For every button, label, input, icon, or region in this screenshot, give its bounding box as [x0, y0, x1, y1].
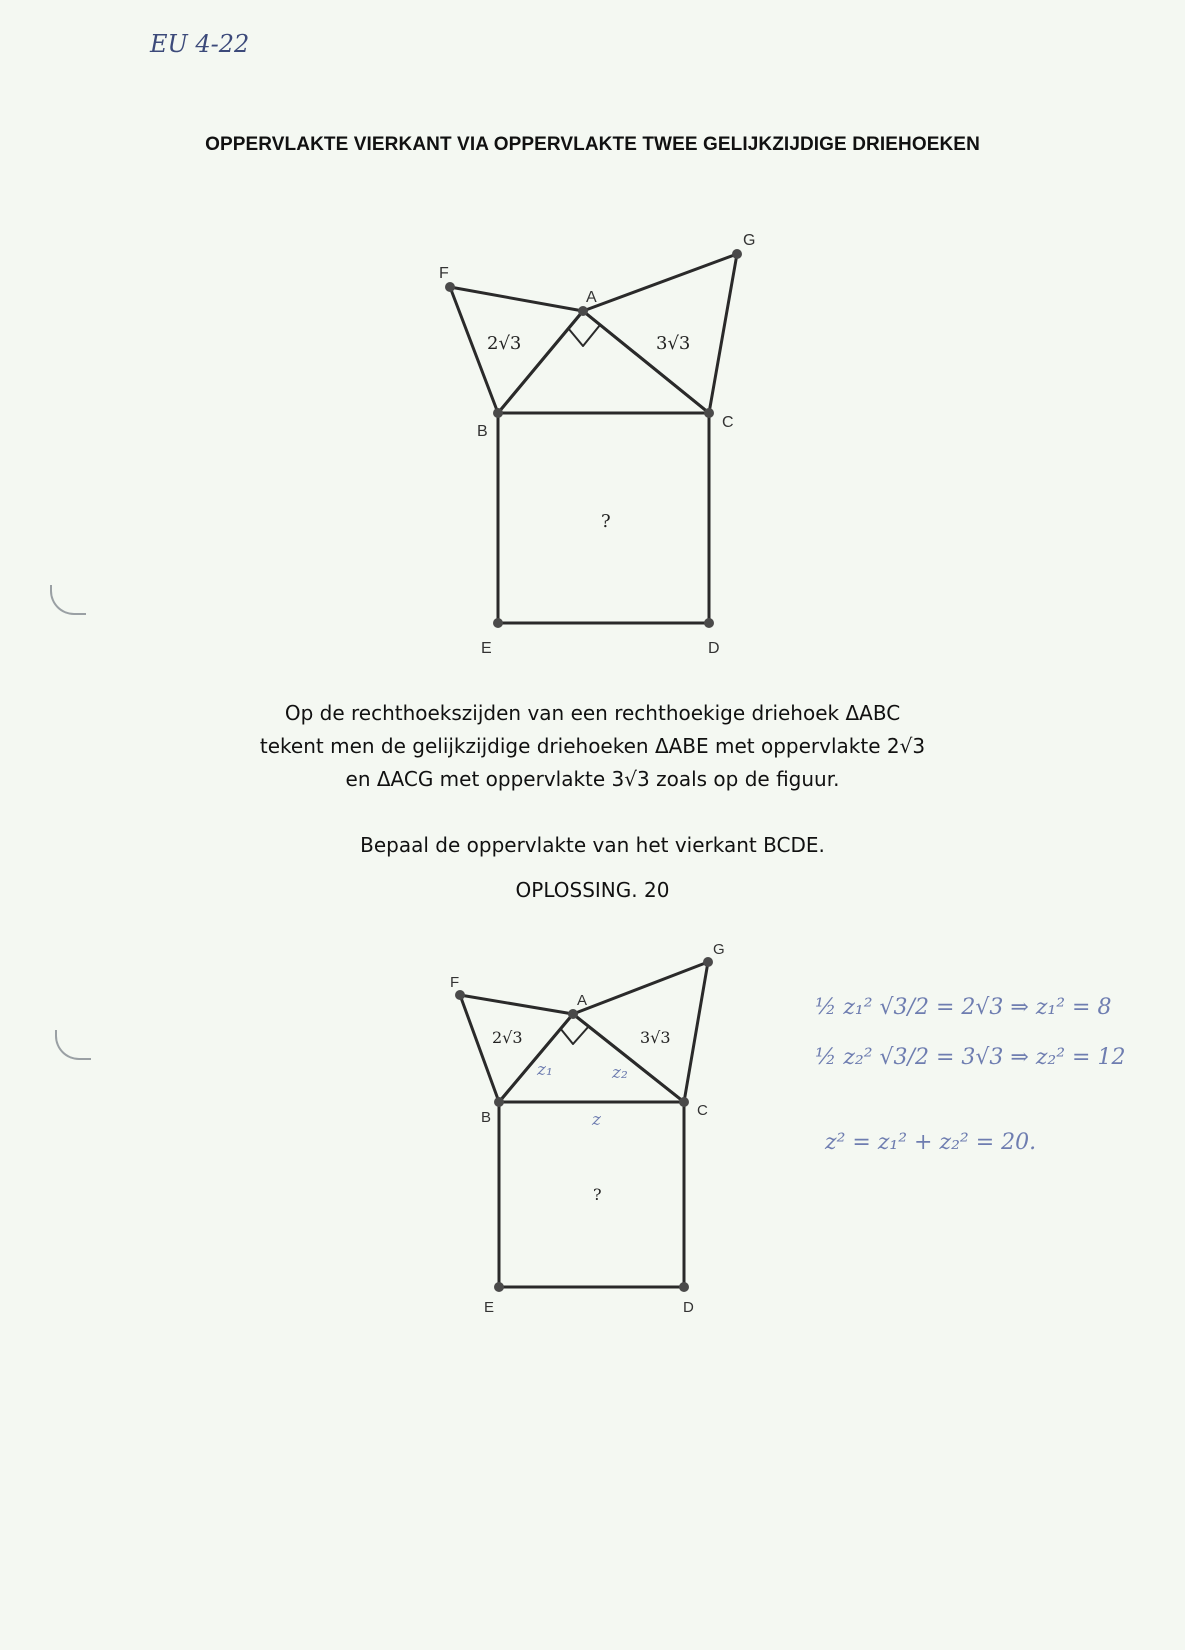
figure2-side-ab-label: z₁ — [537, 1060, 553, 1080]
figure2-area-left: 2√3 — [492, 1028, 523, 1047]
figure1-label-b: B — [477, 423, 488, 440]
figure2-label-a: A — [577, 992, 588, 1009]
figure-2 — [460, 962, 708, 1287]
figure1-point-b — [493, 408, 503, 418]
figure2-point-c — [679, 1097, 689, 1107]
figure1-area-left: 2√3 — [487, 333, 522, 354]
problem-line-1: Op de rechthoekszijden van een rechthoekige driehoek ΔABC — [284, 701, 901, 725]
figure1-point-c — [704, 408, 714, 418]
handwritten-equation-3: z² = z₁² + z₂² = 20. — [825, 1130, 1037, 1155]
figure2-point-e — [494, 1282, 504, 1292]
figure1-area-labels — [487, 333, 690, 532]
figure2-right-angle-mark — [560, 1026, 589, 1044]
question-text: Bepaal de oppervlakte van het vierkant BCDE. — [360, 833, 825, 857]
figure1-triangle-abc — [498, 311, 709, 413]
figure2-label-c: C — [697, 1102, 708, 1119]
figure1-area-right: 3√3 — [656, 333, 691, 354]
figure2-label-b: B — [481, 1109, 492, 1126]
figure1-point-e — [493, 618, 503, 628]
figure1-label-e: E — [481, 640, 492, 657]
problem-line-3: en ΔACG met oppervlakte 3√3 zoals op de figuur. — [345, 767, 840, 791]
figure2-side-bc-label: z — [592, 1110, 601, 1130]
handwritten-equation-2: ½ z₂² √3/2 = 3√3 ⇒ z₂² = 12 — [815, 1045, 1126, 1070]
figure1-right-angle-mark — [568, 325, 600, 346]
figure1-point-d — [704, 618, 714, 628]
figure1-point-f — [445, 282, 455, 292]
figure2-label-e: E — [484, 1299, 495, 1316]
figure1-label-g: G — [743, 232, 756, 249]
figure2-point-a — [568, 1009, 578, 1019]
figure-1 — [450, 254, 737, 623]
figure2-label-g: G — [713, 941, 725, 958]
problem-line-2: tekent men de gelijkzijdige driehoeken ΔABE met oppervlakte 2√3 — [259, 734, 926, 758]
page-title: OPPERVLAKTE VIERKANT VIA OPPERVLAKTE TWEE GELIJKZIJDIGE DRIEHOEKEN — [205, 134, 980, 155]
figure2-label-d: D — [683, 1299, 694, 1316]
figure1-label-d: D — [708, 640, 720, 657]
figure2-point-d — [679, 1282, 689, 1292]
figure1-square-label: ? — [601, 511, 611, 532]
figure2-side-ac-label: z₂ — [612, 1063, 628, 1083]
handwritten-header-note: EU 4-22 — [150, 30, 250, 58]
figure2-point-f — [455, 990, 465, 1000]
figure2-triangle-abf — [460, 995, 573, 1102]
figure1-label-f: F — [439, 265, 449, 282]
problem-statement — [0, 697, 1185, 796]
figure2-area-right: 3√3 — [640, 1028, 671, 1047]
handwritten-equation-1: ½ z₁² √3/2 = 2√3 ⇒ z₁² = 8 — [815, 995, 1112, 1020]
figure2-handwritten-sides — [536, 1060, 628, 1130]
figure1-point-g — [732, 249, 742, 259]
figure2-point-g — [703, 957, 713, 967]
figure2-area-labels — [492, 1028, 671, 1204]
figure1-point-a — [578, 306, 588, 316]
figure1-label-c: C — [722, 414, 734, 431]
figure1-label-a: A — [586, 289, 597, 306]
figure2-point-b — [494, 1097, 504, 1107]
figure2-label-f: F — [450, 974, 460, 991]
figure2-square-label: ? — [593, 1185, 602, 1204]
solution-answer: OPLOSSING. 20 — [515, 878, 670, 902]
